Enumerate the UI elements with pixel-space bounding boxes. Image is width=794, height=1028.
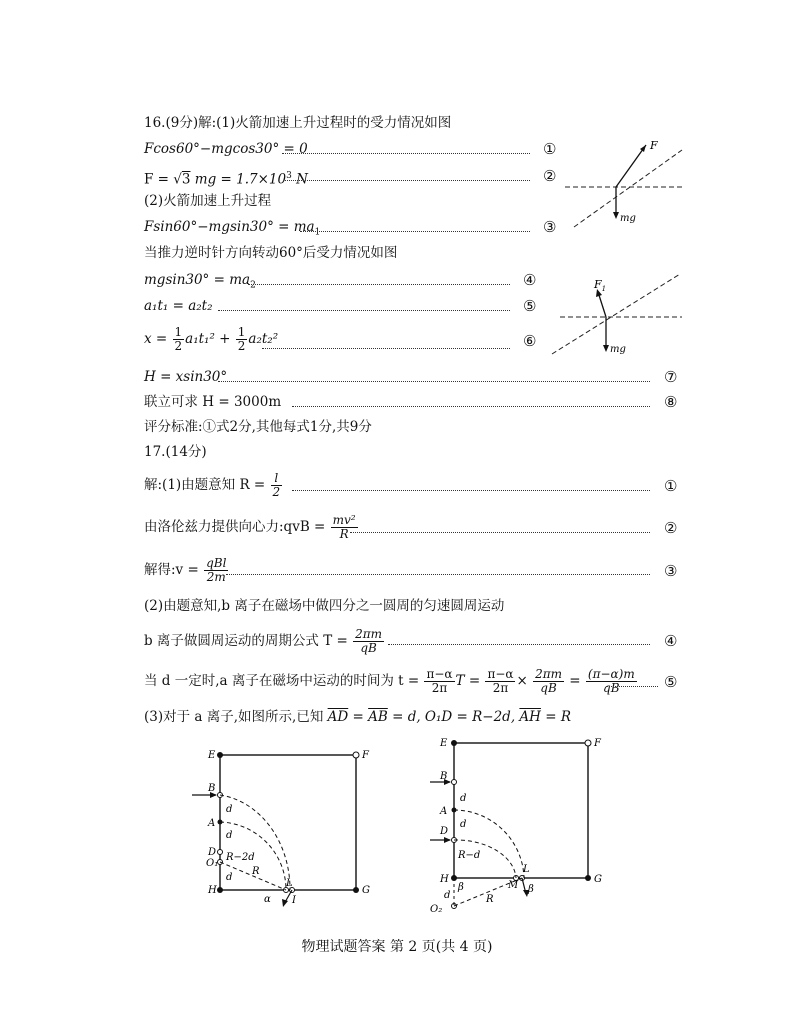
eq-mark-4: ④ (664, 632, 678, 650)
arrow-head-icon (640, 145, 646, 152)
label-f: F (650, 139, 658, 152)
label-beta: β (458, 882, 464, 893)
point-h (217, 887, 223, 893)
q16-rotate-text: 当推力逆时针方向转动60°后受力情况如图 (144, 245, 398, 261)
page-footer: 物理试题答案 第 2 页(共 4 页) (301, 939, 493, 955)
arrow-head-icon (613, 212, 619, 219)
force-diagram-1 (560, 135, 690, 230)
q16-eq6: x = $\frac{1}{2}$ a₁t₁² + $\frac{1}{2}$ a₂t₂² (144, 325, 279, 353)
label-f1: $F_1$ (594, 278, 607, 293)
eq-mark-3: ③ (664, 562, 678, 580)
label-r-minus-d: R−d (458, 850, 481, 861)
eq-mark-2: ② (664, 519, 678, 537)
eq-mark-8: ⑧ (664, 393, 678, 411)
q16-eq3: $Fsin60^\circ-mgsin30^\circ = ma_1$ (144, 219, 321, 238)
label-b: B (208, 783, 216, 794)
arrow-head-icon (444, 837, 451, 843)
leader-dots (300, 231, 530, 232)
force-f-arrow (616, 145, 646, 187)
label-l: L (286, 878, 293, 889)
label-mg: mg (610, 344, 626, 355)
label-d-segment: d (444, 890, 451, 901)
label-r-minus-2d: R−2d (226, 852, 255, 863)
label-h: H (440, 874, 449, 885)
arrow-head-icon (282, 899, 288, 907)
q16-eq1: Fcos60°−mgcos30° = 0 (144, 141, 308, 157)
label-h: H (208, 885, 217, 896)
label-o2: O₂ (430, 904, 443, 915)
label-e: E (440, 738, 448, 749)
label-g: G (362, 885, 370, 896)
label-b: B (440, 771, 448, 782)
label-alpha: α (264, 894, 271, 905)
label-d-segment: d (226, 830, 233, 841)
point-f (585, 740, 591, 746)
arrow-head-icon (603, 345, 609, 352)
leader-dots (292, 490, 650, 491)
q17-eq4: b 离子做圆周运动的周期公式 T = $\frac{2\pi m}{qB}$ (144, 627, 383, 655)
q16-eq7: H = xsin30° (144, 369, 228, 385)
leader-dots (262, 348, 510, 349)
label-d: D (440, 826, 449, 837)
q16-part2: (2)火箭加速上升过程 (144, 193, 272, 209)
leader-dots (218, 310, 510, 311)
leader-dots (218, 381, 650, 382)
q17-part3: (3)对于 a 离子,如图所示,已知 $\overline{AD} = \overline{AB} = d$, O₁D = R−2d, $\overline{AH} = R$ (144, 709, 571, 725)
label-g: G (594, 874, 602, 885)
force-diagram-2 (530, 268, 690, 358)
label-d-segment: d (226, 804, 233, 815)
label-e: E (208, 750, 216, 761)
label-i: I (292, 895, 296, 906)
q17-eq5: 当 d 一定时,a 离子在磁场中运动的时间为 t = $\frac{\pi-\alpha}{2\pi}$ T = $\frac{\pi-\alpha}{2\pi}$ × $\frac{2\pi m}{qB}$ = $\frac{(\pi-\alpha)m}{qB}$ (144, 667, 635, 695)
q16-eq8: 联立可求 H = 3000m (144, 394, 282, 410)
eq-mark-5: ⑤ (523, 297, 537, 315)
label-d-segment: d (460, 793, 467, 804)
eq-mark-7: ⑦ (664, 368, 678, 386)
label-d: D (208, 847, 217, 858)
label-d-segment: d (226, 872, 233, 883)
q17-part2: (2)由题意知,b 离子在磁场中做四分之一圆周的匀速圆周运动 (144, 598, 505, 614)
eq-mark-2: ② (543, 167, 557, 185)
eq-mark-4: ④ (523, 271, 537, 289)
q16-eq2: F = √3 mg = $1.7\times 10^3$ N (144, 171, 308, 188)
eq-mark-6: ⑥ (523, 332, 537, 350)
leader-dots (292, 406, 650, 407)
incline-dashed-line (552, 274, 680, 354)
leader-dots (282, 153, 530, 154)
label-l: L (523, 864, 530, 875)
point-g (353, 887, 359, 893)
eq-mark-5: ⑤ (664, 673, 678, 691)
point-e (217, 752, 223, 758)
label-o1: O₁ (206, 858, 219, 869)
leader-dots (248, 284, 510, 285)
label-d-segment: d (460, 819, 467, 830)
q17-eq3: 解得:v = $\frac{\text{qBl}}{2m}$ (144, 556, 227, 584)
leader-dots (388, 644, 650, 645)
leader-dots (285, 180, 530, 181)
q16-eq5: a₁t₁ = a₂t₂ (144, 298, 213, 314)
eq-mark-1: ① (543, 140, 557, 158)
label-r: R (252, 866, 260, 877)
label-a: A (440, 806, 448, 817)
leader-dots (606, 686, 658, 687)
point-f (353, 752, 359, 758)
point-d (218, 850, 223, 855)
point-g (585, 875, 591, 881)
q17-header: 17.(14分) (144, 444, 207, 460)
label-mg: mg (620, 213, 636, 224)
q17-eq1: 解:(1)由题意知 R = $\frac{l}{2}$ (144, 471, 281, 499)
eq-mark-3: ③ (543, 218, 557, 236)
leader-dots (350, 532, 650, 533)
label-f: F (594, 738, 601, 749)
q16-eq4: $mgsin30^\circ = ma_2$ (144, 272, 256, 291)
label-beta: β (528, 884, 534, 895)
label-a: A (208, 818, 216, 829)
label-r: R (486, 894, 494, 905)
magnetic-field-figure-a (180, 740, 380, 915)
magnetic-field-figure-b (428, 730, 618, 915)
leader-dots (226, 574, 650, 575)
q16-header: 16.(9分)解:(1)火箭加速上升过程时的受力情况如图 (144, 115, 452, 131)
q16-scoring: 评分标准:①式2分,其他每式1分,共9分 (144, 419, 372, 435)
q17-eq2: 由洛伦兹力提供向心力:qvB = $\frac{\text{mv²}}{R}$ (144, 513, 356, 541)
label-f: F (362, 750, 369, 761)
point-b (452, 780, 457, 785)
label-m: M (508, 880, 519, 891)
point-e (451, 740, 457, 746)
eq-mark-1: ① (664, 477, 678, 495)
